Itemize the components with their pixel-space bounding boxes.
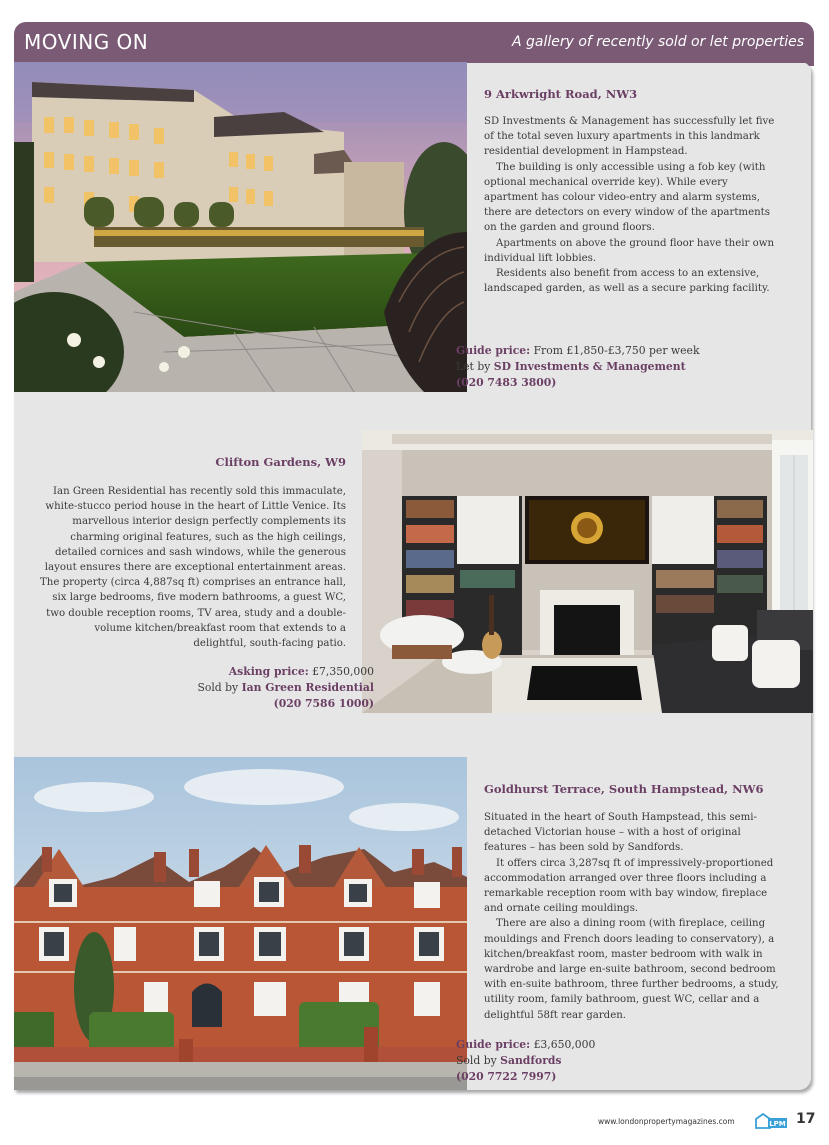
listing-1-heading: 9 Arkwright Road, NW3: [484, 87, 638, 101]
listing-3-heading: Goldhurst Terrace, South Hampstead, NW6: [484, 782, 764, 796]
arkwright-road-photo: [14, 62, 467, 392]
price-label: Asking price:: [228, 665, 309, 678]
listing-1-agent-line: [456, 359, 786, 375]
agent-phone: (020 7483 3800): [456, 376, 557, 389]
logo-text: LPM: [769, 1120, 786, 1128]
price-label: Guide price:: [456, 344, 531, 357]
price-value: £7,350,000: [312, 665, 374, 678]
listing-2-price-line: [120, 664, 374, 680]
footer-website-link[interactable]: www.londonpropertymagazines.com: [598, 1117, 735, 1126]
listing-1-paragraph: Residents also benefit from access to an extensive, landscaped garden, as well as a secure parking facility.: [484, 268, 770, 295]
listing-2-price-block: [120, 664, 374, 712]
clifton-gardens-photo: [362, 430, 813, 713]
agent-prefix: Sold by: [197, 681, 239, 694]
listing-1-description: [484, 114, 778, 296]
listing-1-paragraph: The building is only accessible using a fob key (with optional mechanical override key). While every apartment has colour video-entry and alarm systems, there are detectors on every window of the apartments on the garden and ground floors.: [484, 161, 771, 234]
section-subtitle: A gallery of recently sold or let properties: [511, 34, 804, 50]
price-label: Guide price:: [456, 1038, 531, 1051]
listing-3-description: [484, 810, 782, 1023]
listing-1-paragraph: Apartments on above the ground floor have their own individual lift lobbies.: [484, 237, 775, 264]
listing-1-price-line: [456, 343, 786, 359]
listing-3-price-block: [456, 1037, 756, 1085]
agent-prefix: Let by: [456, 360, 491, 373]
listing-2-paragraph: Ian Green Residential has recently sold this immaculate, white-stucco period house in the heart of Little Venice. Its marvellous interior design perfectly complements its charming original features, such as the high ceilings, detailed cornices and sash windows, while the generous layout ensures there are exceptional entertainment areas. The property (circa 4,887sq ft) comprises an entrance hall, six large bedrooms, five modern bathrooms, a guest WC, two double reception rooms, TV area, study and a double-volume kitchen/breakfast room that extends to a delightful, south-facing patio.: [40, 486, 347, 650]
lpm-logo: [754, 1112, 788, 1130]
agent-name: Ian Green Residential: [241, 681, 374, 694]
listing-3-price-line: [456, 1037, 756, 1053]
price-value: £3,650,000: [533, 1038, 596, 1051]
section-title: MOVING ON: [24, 30, 149, 54]
listing-1-price-block: [456, 343, 786, 391]
listing-2-description: [40, 484, 346, 651]
page-number: 17: [796, 1111, 816, 1127]
agent-phone: (020 7722 7997): [456, 1070, 557, 1083]
price-value: From £1,850-£3,750 per week: [533, 344, 700, 357]
agent-prefix: Sold by: [456, 1054, 497, 1067]
agent-phone: (020 7586 1000): [273, 697, 374, 710]
listing-3-paragraph: Situated in the heart of South Hampstead, this semi-detached Victorian house – with a host of original features – has been sold by Sandfords.: [484, 812, 757, 854]
listing-2-heading: Clifton Gardens, W9: [215, 455, 346, 469]
agent-name: Sandfords: [500, 1054, 562, 1067]
listing-2-agent-line: [120, 680, 374, 696]
listing-3-agent-line: [456, 1053, 756, 1069]
listing-3-paragraph: It offers circa 3,287sq ft of impressively-proportioned accommodation arranged over three floors including a remarkable reception room with bay window, fireplace and ornate ceiling mouldings.: [484, 857, 774, 915]
listing-1-paragraph: SD Investments & Management has successfully let five of the total seven luxury apartments in this landmark residential development in Hampstead.: [484, 116, 775, 158]
goldhurst-terrace-photo: [14, 757, 467, 1090]
listing-3-paragraph: There are also a dining room (with fireplace, ceiling mouldings and French doors leading to conservatory), a kitchen/breakfast room, master bedroom with walk in wardrobe and large en-suite bathroom, second bedroom with en-suite bathroom, three further bedrooms, a study, utility room, family bathroom, guest WC, cellar and a delightful 58ft rear garden.: [484, 918, 779, 1021]
agent-name: SD Investments & Management: [493, 360, 686, 373]
